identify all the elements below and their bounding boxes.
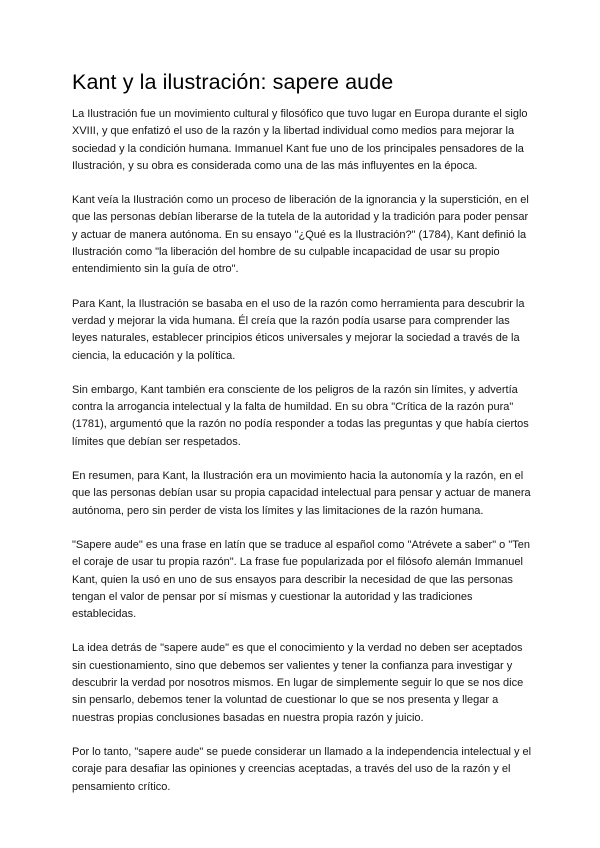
paragraph-2: Kant veía la Ilustración como un proceso de liberación de la ignorancia y la superstición, en el que las personas debían liberarse de la tutela de la autoridad y la tradición para poder pensar y actuar de manera autónoma. En su ensayo "¿Qué es la Ilustración?" (1784), Kant definió la Ilustración como "la liberación del hombre de su culpable incapacidad de usar su propio entendimiento sin la guía de otro". [72,194,529,276]
paragraph-5: En resumen, para Kant, la Ilustración era un movimiento hacia la autonomía y la razón, en el que las personas debían usar su propia capacidad intelectual para pensar y actuar de manera autónoma, pero sin perder de vista los límites y las limitaciones de la razón humana. [72,470,531,517]
paragraph-8: Por lo tanto, "sapere aude" se puede considerar un llamado a la independencia intelectual y el coraje para desafiar las opiniones y creencias aceptadas, a través del uso de la razón y el pensamiento crítico. [72,745,532,793]
page-title: Kant y la ilustración: sapere aude [72,70,394,94]
paragraph-3: Para Kant, la Ilustración se basaba en el uso de la razón como herramienta para descubrir la verdad y mejorar la vida humana. Él creía que la razón podía usarse para comprender las leyes naturales, establecer principios éticos universales y mejorar la sociedad a través de la ciencia, la educación y la política. [72,297,525,362]
paragraph-7: La idea detrás de "sapere aude" es que el conocimiento y la verdad no deben ser aceptados sin cuestionamiento, sino que debemos ser valientes y tener la confianza para investigar y descubrir la verdad por nosotros mismos. En lugar de simplemente seguir lo que se nos dice sin pensarlo, debemos tener la voluntad de cuestionar lo que se nos presenta y llegar a nuestras propias conclusiones basadas en nuestra propia razón y juicio. [72,642,524,724]
paragraph-4: Sin embargo, Kant también era consciente de los peligros de la razón sin límites, y advertía contra la arrogancia intelectual y la falta de humildad. En su obra "Crítica de la razón pura" (1781), argumentó que la razón no podía responder a todas las preguntas y que había ciertos límites que debían ser respetados. [72,383,529,448]
paragraph-1: La Ilustración fue un movimiento cultural y filosófico que tuvo lugar en Europa durante el siglo XVIII, y que enfatizó el uso de la razón y la libertad individual como medios para mejorar la sociedad y la condición humana. Immanuel Kant fue uno de los principales pensadores de la Ilustración, y su obra es considerada como una de las más influyentes en la época. [72,108,528,172]
paragraph-6: "Sapere aude" es una frase en latín que se traduce al español como "Atrévete a saber" o "Ten el coraje de usar tu propia razón". La frase fue popularizada por el filósofo alemán Immanuel Kant, quien la usó en uno de sus ensayos para describir la necesidad de que las personas tengan el valor de pensar por sí mismas y cuestionar la autoridad y las tradiciones establecidas. [72,538,530,621]
